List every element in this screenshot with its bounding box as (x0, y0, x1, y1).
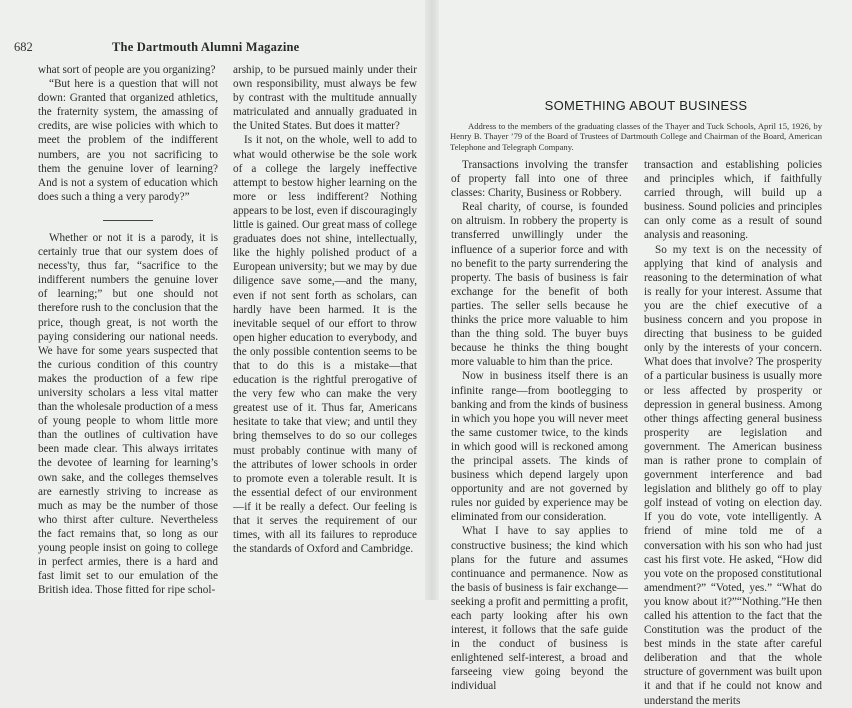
paragraph: So my text is on the necessity of applying that kind of analysis and reasoning to the determination of what is really for your interest. Assume that you are the chief executive of a business concern and you propose in directing that business to be guided only by the interests of your concern. What does that involve? The prosperity of a particular business is usually more or less affected by prosperity or depression in general business. Among other things affecting general business prosperity are legislation and government. The American business man is rather prone to complain of government interference and bad legislation and blithely go off to play golf instead of voting on election day. If you do vote, vote intelligently. A friend of mine told me of a conversation with his son who had just cast his first vote. He asked, “How did you vote on the proposed constitutional amendment?” “Voted, yes.” “What do you know about it?”“Nothing.”He then called his attention to the fact that the Constitution was the product of the best minds in the state after careful deliberation and that the whole structure of government was built upon it and that if he could not know and understand the merits (644, 243, 822, 707)
article-title: SOMETHING ABOUT BUSINESS (544, 98, 748, 113)
page-number: 682 (14, 40, 33, 54)
paragraph: Is it not, on the whole, well to add to what would otherwise be the sole work of a college the largely ineffective attempt to bestow higher learning on the more or less indifferent? Nothing appears to be lost, even if discouragingly little is gained. Our great mass of college graduates does not shine, intellectually, like the highly polished product of a European university; but we may by due diligence save some,—and the many, even if not sent forth as scholars, can hardly have been harmed. It is the inevitable sequel of our effort to throw open higher education to everybody, and the only possible contention seems to be that to do this is a mistake—that education is the rightful prerogative of the very few who can make the very greatest use of it. Thus far, Americans hesitate to take that view; and until they bring themselves to do so our colleges must probably continue with many of the attributes of lower schools in order to promote even a tolerable result. It is the essential defect of our environment—if it be really a defect. Our feeling is that it serves the requirement of our times, with all its failures to reproduce the standards of Oxford and Cambridge. (233, 134, 417, 556)
article-byline (450, 121, 822, 152)
left-page (0, 0, 425, 600)
paragraph: arship, to be pursued mainly under their own responsibility, must always be few by contrast with the multitude annually matriculated and annually graduated in the United States. But does it matter? (233, 64, 417, 133)
paragraph: What I have to say applies to constructive business; the kind which plans for the future and assumes continuance and permanence. Now as the basis of business is fair exchange—seeking a profit and permitting a profit, each party looking after his own interest, it follows that the safe guide in the conduct of business is enlightened self-interest, a broad and farseeing view going beyond the individual (451, 525, 628, 693)
right-column-2 (644, 158, 822, 708)
right-column-1 (451, 158, 628, 694)
paragraph: what sort of people are you organizing? (38, 64, 216, 76)
paragraph: Now in business itself there is an infinite range—from bootlegging to banking and from the kinds of business in which you hope you will never meet the same customer twice, to the kinds in which good will is reckoned among the principal assets. The kinds of business which depend largely upon opportunity and are not governed by rules nor guided by experience may be eliminated from our consideration. (451, 370, 628, 524)
section-divider (103, 220, 153, 221)
paragraph: transaction and establishing policies and principles which, if faithfully carried through, will build up a business. Sound policies and principles can only come as a result of sound analysis and reasoning. (644, 159, 822, 242)
paragraph: Real charity, of course, is founded on altruism. In robbery the property is transferred unwillingly under the influence of a superior force and with no benefit to the party surrendering the property. The basis of business is fair exchange for the benefit of both parties. The seller sells because he thinks the price more valuable to him than the thing sold. The buyer buys because he thinks the thing bought more valuable to him than the price. (451, 201, 628, 369)
paragraph: “But here is a question that will not down: Granted that organized athletics, the fraternity system, the amassing of credits, are wise policies with which to meet the problem of the indifferent numbers, are you not sacrificing to them the genuine lover of learning? And is not a system of education which does such a thing a very parody?” (38, 78, 218, 203)
page-gutter (425, 0, 439, 600)
paragraph: Transactions involving the transfer of property fall into one of three classes: Charity, Business or Robbery. (451, 159, 628, 200)
magazine-title: The Dartmouth Alumni Magazine (112, 40, 300, 54)
left-column-2 (233, 63, 417, 556)
byline-text: Address to the members of the graduating classes of the Thayer and Tuck Schools, April 15, 1926, by Henry B. Thayer ’79 of the Board of Trustees of Dartmouth College and Chairman of the Board, American Telephone and Telegraph Company. (450, 121, 822, 152)
left-column-1 (38, 63, 218, 597)
paragraph: Whether or not it is a parody, it is certainly true that our system does of necess'ty, thus far, “sacrifice to the indifferent numbers the genuine lover of learning;” but one should not therefore rush to the conclusion that the price, though great, is not worth the paying considering our national needs. We have for some years suspected that the curious condition of this country makes the production of a few ripe university scholars a less vital matter than the wholesale production of a mess of young people to whom little more than the outlines of cultivation have been made clear. This always irritates the devotee of learning for learning’s own sake, and the colleges themselves are earnestly striving to increase as much as may be the number of those who thirst after culture. Nevertheless the fact remains that, so long as our young people insist on going to college in perfect armies, there is a hard and fast limit set to our emulation of the British idea. Those fitted for ripe schol- (38, 231, 218, 597)
